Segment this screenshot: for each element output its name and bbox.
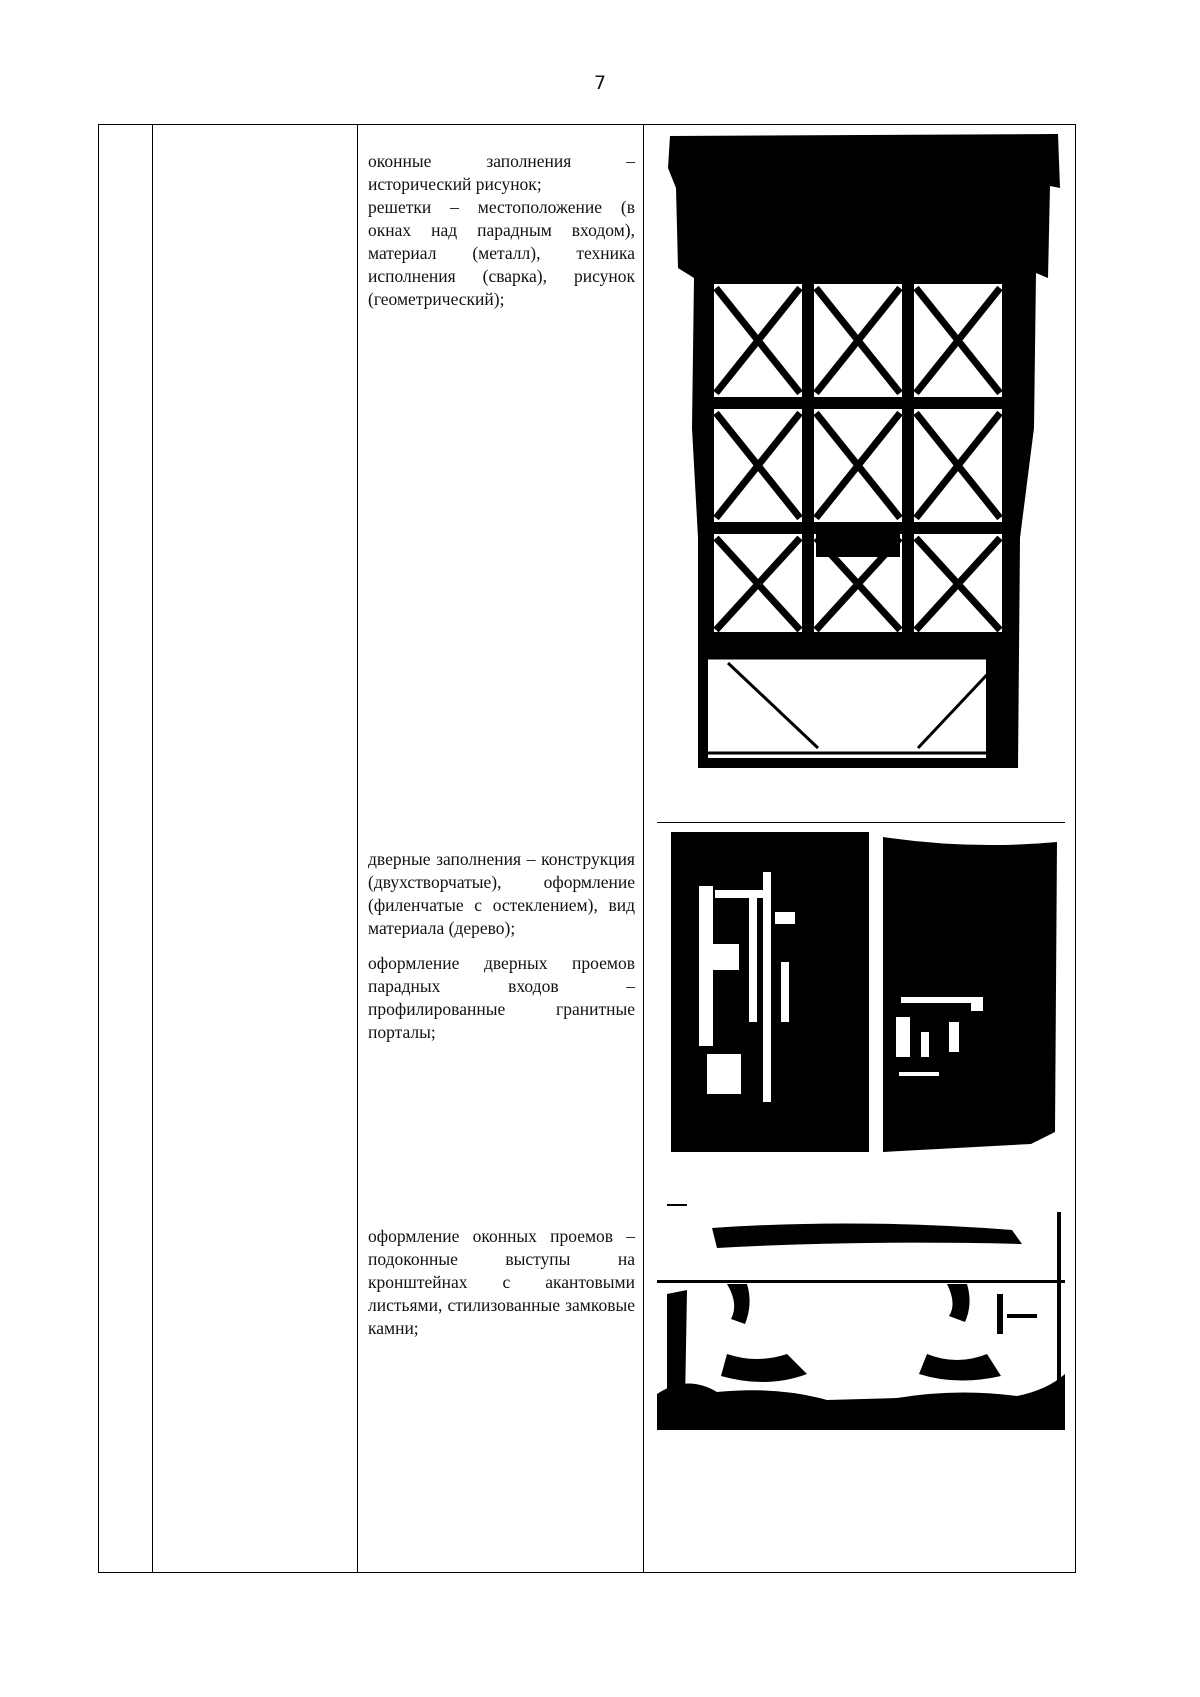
row-3-description [368, 1225, 635, 1340]
row-1-paragraph-2: решетки – местоположение (в окнах над парадным входом), материал (металл), техника исполнения (сварка), рисунок (геометрический); [368, 197, 635, 309]
photo-window-sill-brackets [657, 1204, 1065, 1430]
row-3-paragraph-1: оформление оконных проемов – подоконные выступы на кронштейнах с акантовыми листьями, стилизованные замковые камни; [368, 1226, 635, 1338]
row-1-description [368, 150, 635, 311]
page-number: 7 [593, 72, 607, 94]
column-divider-1 [152, 125, 153, 1572]
photo-window-grille [668, 128, 1060, 768]
photo-double-doors [671, 832, 1061, 1152]
row-2-paragraph-2: оформление дверных проемов парадных входов – профилированные гранитные порталы; [368, 953, 635, 1042]
column-divider-3 [643, 125, 644, 1572]
row-2-paragraph-1: дверные заполнения – конструкция (двухстворчатые), оформление (филенчатые с остеклением), вид материала (дерево); [368, 849, 635, 938]
row-2-description [368, 848, 635, 1044]
row-1-paragraph-1: оконные заполнения – исторический рисунок; [368, 151, 635, 194]
photo-separator-line [657, 822, 1065, 823]
column-divider-2 [357, 125, 358, 1572]
